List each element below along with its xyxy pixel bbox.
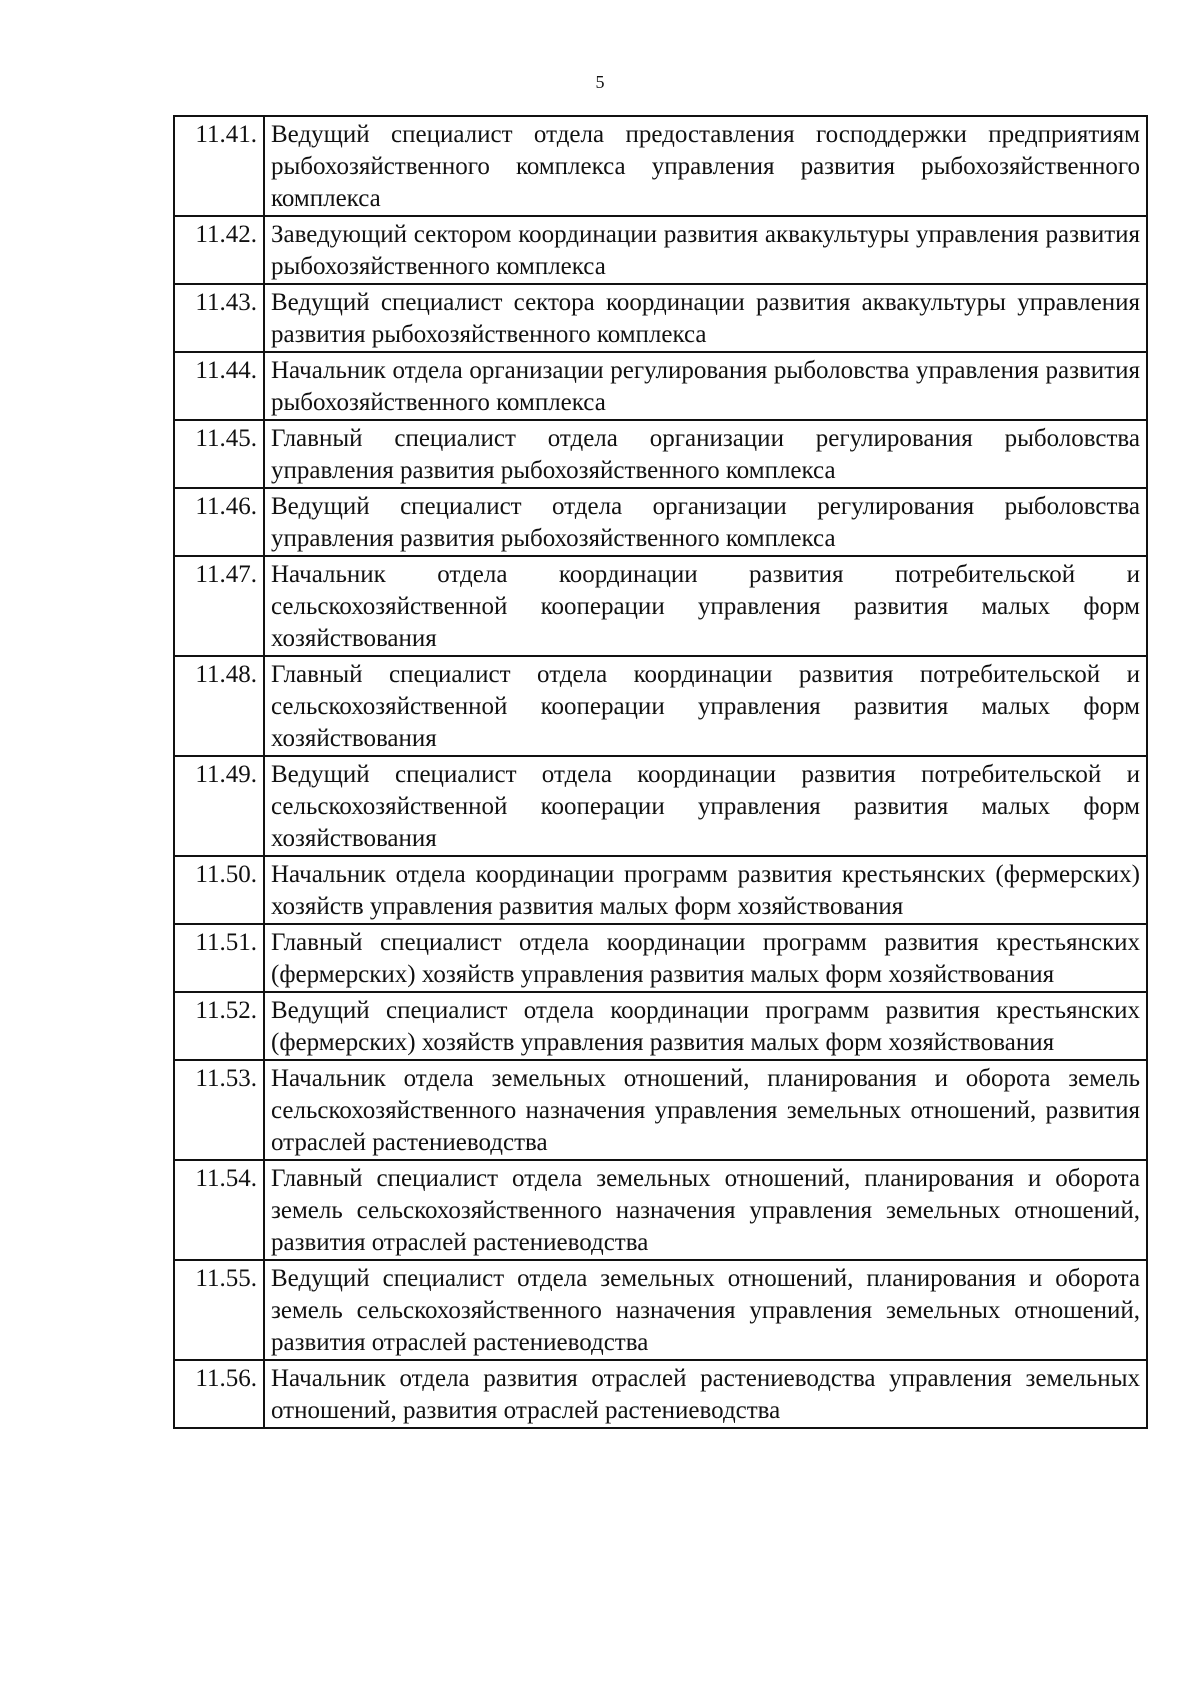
table-row <box>174 992 1147 1060</box>
page-number: 5 <box>595 72 605 92</box>
position-title: Начальник отдела координации развития потребительской и сельскохозяйственной кооперации управления развития малых форм хозяйствования <box>264 556 1147 656</box>
table-row <box>174 1060 1147 1160</box>
table-row <box>174 656 1147 756</box>
table-row <box>174 352 1147 420</box>
table-row <box>174 116 1147 216</box>
position-title: Главный специалист отдела координации развития потребительской и сельскохозяйственной кооперации управления развития малых форм хозяйствования <box>264 656 1147 756</box>
row-number: 11.53. <box>174 1060 264 1160</box>
position-title: Ведущий специалист отдела земельных отношений, планирования и оборота земель сельскохозяйственного назначения управления земельных отношений, развития отраслей растениеводства <box>264 1260 1147 1360</box>
row-number: 11.45. <box>174 420 264 488</box>
positions-table <box>173 115 1148 1429</box>
row-number: 11.47. <box>174 556 264 656</box>
position-title: Начальник отдела земельных отношений, планирования и оборота земель сельскохозяйственного назначения управления земельных отношений, развития отраслей растениеводства <box>264 1060 1147 1160</box>
row-number: 11.52. <box>174 992 264 1060</box>
position-title: Ведущий специалист сектора координации развития аквакультуры управления развития рыбохозяйственного комплекса <box>264 284 1147 352</box>
position-title: Главный специалист отдела координации программ развития крестьянских (фермерских) хозяйств управления развития малых форм хозяйствования <box>264 924 1147 992</box>
table-row <box>174 216 1147 284</box>
row-number: 11.48. <box>174 656 264 756</box>
positions-table-body <box>174 116 1147 1428</box>
row-number: 11.46. <box>174 488 264 556</box>
position-title: Заведующий сектором координации развития аквакультуры управления развития рыбохозяйственного комплекса <box>264 216 1147 284</box>
position-title: Главный специалист отдела земельных отношений, планирования и оборота земель сельскохозяйственного назначения управления земельных отношений, развития отраслей растениеводства <box>264 1160 1147 1260</box>
position-title: Ведущий специалист отдела координации программ развития крестьянских (фермерских) хозяйств управления развития малых форм хозяйствования <box>264 992 1147 1060</box>
position-title: Ведущий специалист отдела координации развития потребительской и сельскохозяйственной кооперации управления развития малых форм хозяйствования <box>264 756 1147 856</box>
row-number: 11.43. <box>174 284 264 352</box>
row-number: 11.51. <box>174 924 264 992</box>
row-number: 11.56. <box>174 1360 264 1428</box>
table-row <box>174 284 1147 352</box>
position-title: Ведущий специалист отдела предоставления господдержки предприятиям рыбохозяйственного комплекса управления развития рыбохозяйственного комплекса <box>264 116 1147 216</box>
table-row <box>174 1260 1147 1360</box>
row-number: 11.41. <box>174 116 264 216</box>
table-row <box>174 420 1147 488</box>
table-row <box>174 1160 1147 1260</box>
row-number: 11.54. <box>174 1160 264 1260</box>
position-title: Ведущий специалист отдела организации регулирования рыболовства управления развития рыбохозяйственного комплекса <box>264 488 1147 556</box>
position-title: Начальник отдела организации регулирования рыболовства управления развития рыбохозяйственного комплекса <box>264 352 1147 420</box>
position-title: Начальник отдела координации программ развития крестьянских (фермерских) хозяйств управления развития малых форм хозяйствования <box>264 856 1147 924</box>
table-row <box>174 924 1147 992</box>
row-number: 11.42. <box>174 216 264 284</box>
row-number: 11.44. <box>174 352 264 420</box>
table-row <box>174 756 1147 856</box>
table-row <box>174 1360 1147 1428</box>
row-number: 11.55. <box>174 1260 264 1360</box>
row-number: 11.49. <box>174 756 264 856</box>
row-number: 11.50. <box>174 856 264 924</box>
table-row <box>174 856 1147 924</box>
position-title: Начальник отдела развития отраслей растениеводства управления земельных отношений, развития отраслей растениеводства <box>264 1360 1147 1428</box>
table-row <box>174 488 1147 556</box>
table-row <box>174 556 1147 656</box>
position-title: Главный специалист отдела организации регулирования рыболовства управления развития рыбохозяйственного комплекса <box>264 420 1147 488</box>
